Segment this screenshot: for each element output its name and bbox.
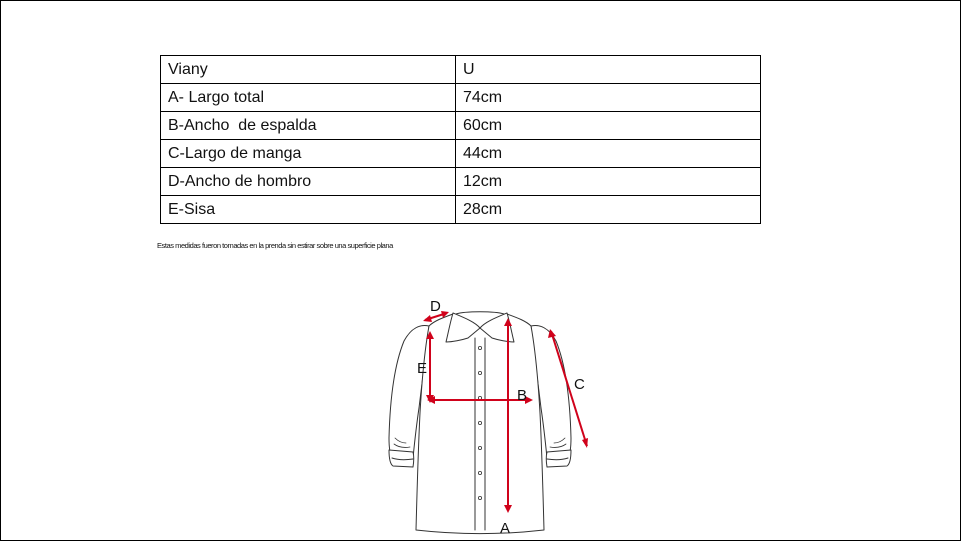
label-c: C xyxy=(574,376,585,393)
arrowhead-icon xyxy=(548,329,556,338)
label-e: E xyxy=(417,360,428,377)
table-row xyxy=(161,168,761,196)
header-value-cell: U xyxy=(456,56,761,84)
row-value-cell: 28cm xyxy=(456,196,761,224)
measurement-note: Estas medidas fueron tomadas en la prenda sin estirar sobre una superficie plana xyxy=(157,241,393,250)
button-dot xyxy=(478,346,481,349)
table-row xyxy=(161,196,761,224)
blouse-drawing xyxy=(380,278,585,540)
table-row xyxy=(161,112,761,140)
button-dot xyxy=(478,446,481,449)
label-a: A xyxy=(500,520,511,537)
table-row xyxy=(161,84,761,112)
garment-diagram xyxy=(380,278,585,540)
row-value-cell: 44cm xyxy=(456,140,761,168)
row-label-cell: E-Sisa xyxy=(161,196,456,224)
button-dot xyxy=(478,471,481,474)
size-table xyxy=(160,55,761,224)
row-label-cell: A- Largo total xyxy=(161,84,456,112)
button-dot xyxy=(478,421,481,424)
label-b: B xyxy=(517,387,528,404)
row-label-cell: D-Ancho de hombro xyxy=(161,168,456,196)
button-dot xyxy=(478,371,481,374)
table-header-row xyxy=(161,56,761,84)
header-label-cell: Viany xyxy=(161,56,456,84)
row-value-cell: 74cm xyxy=(456,84,761,112)
row-value-cell: 12cm xyxy=(456,168,761,196)
row-label-cell: B-Ancho de espalda xyxy=(161,112,456,140)
button-dot xyxy=(478,496,481,499)
row-label-cell: C-Largo de manga xyxy=(161,140,456,168)
table-row xyxy=(161,140,761,168)
arrowhead-icon xyxy=(423,315,432,322)
label-d: D xyxy=(430,298,441,315)
row-value-cell: 60cm xyxy=(456,112,761,140)
